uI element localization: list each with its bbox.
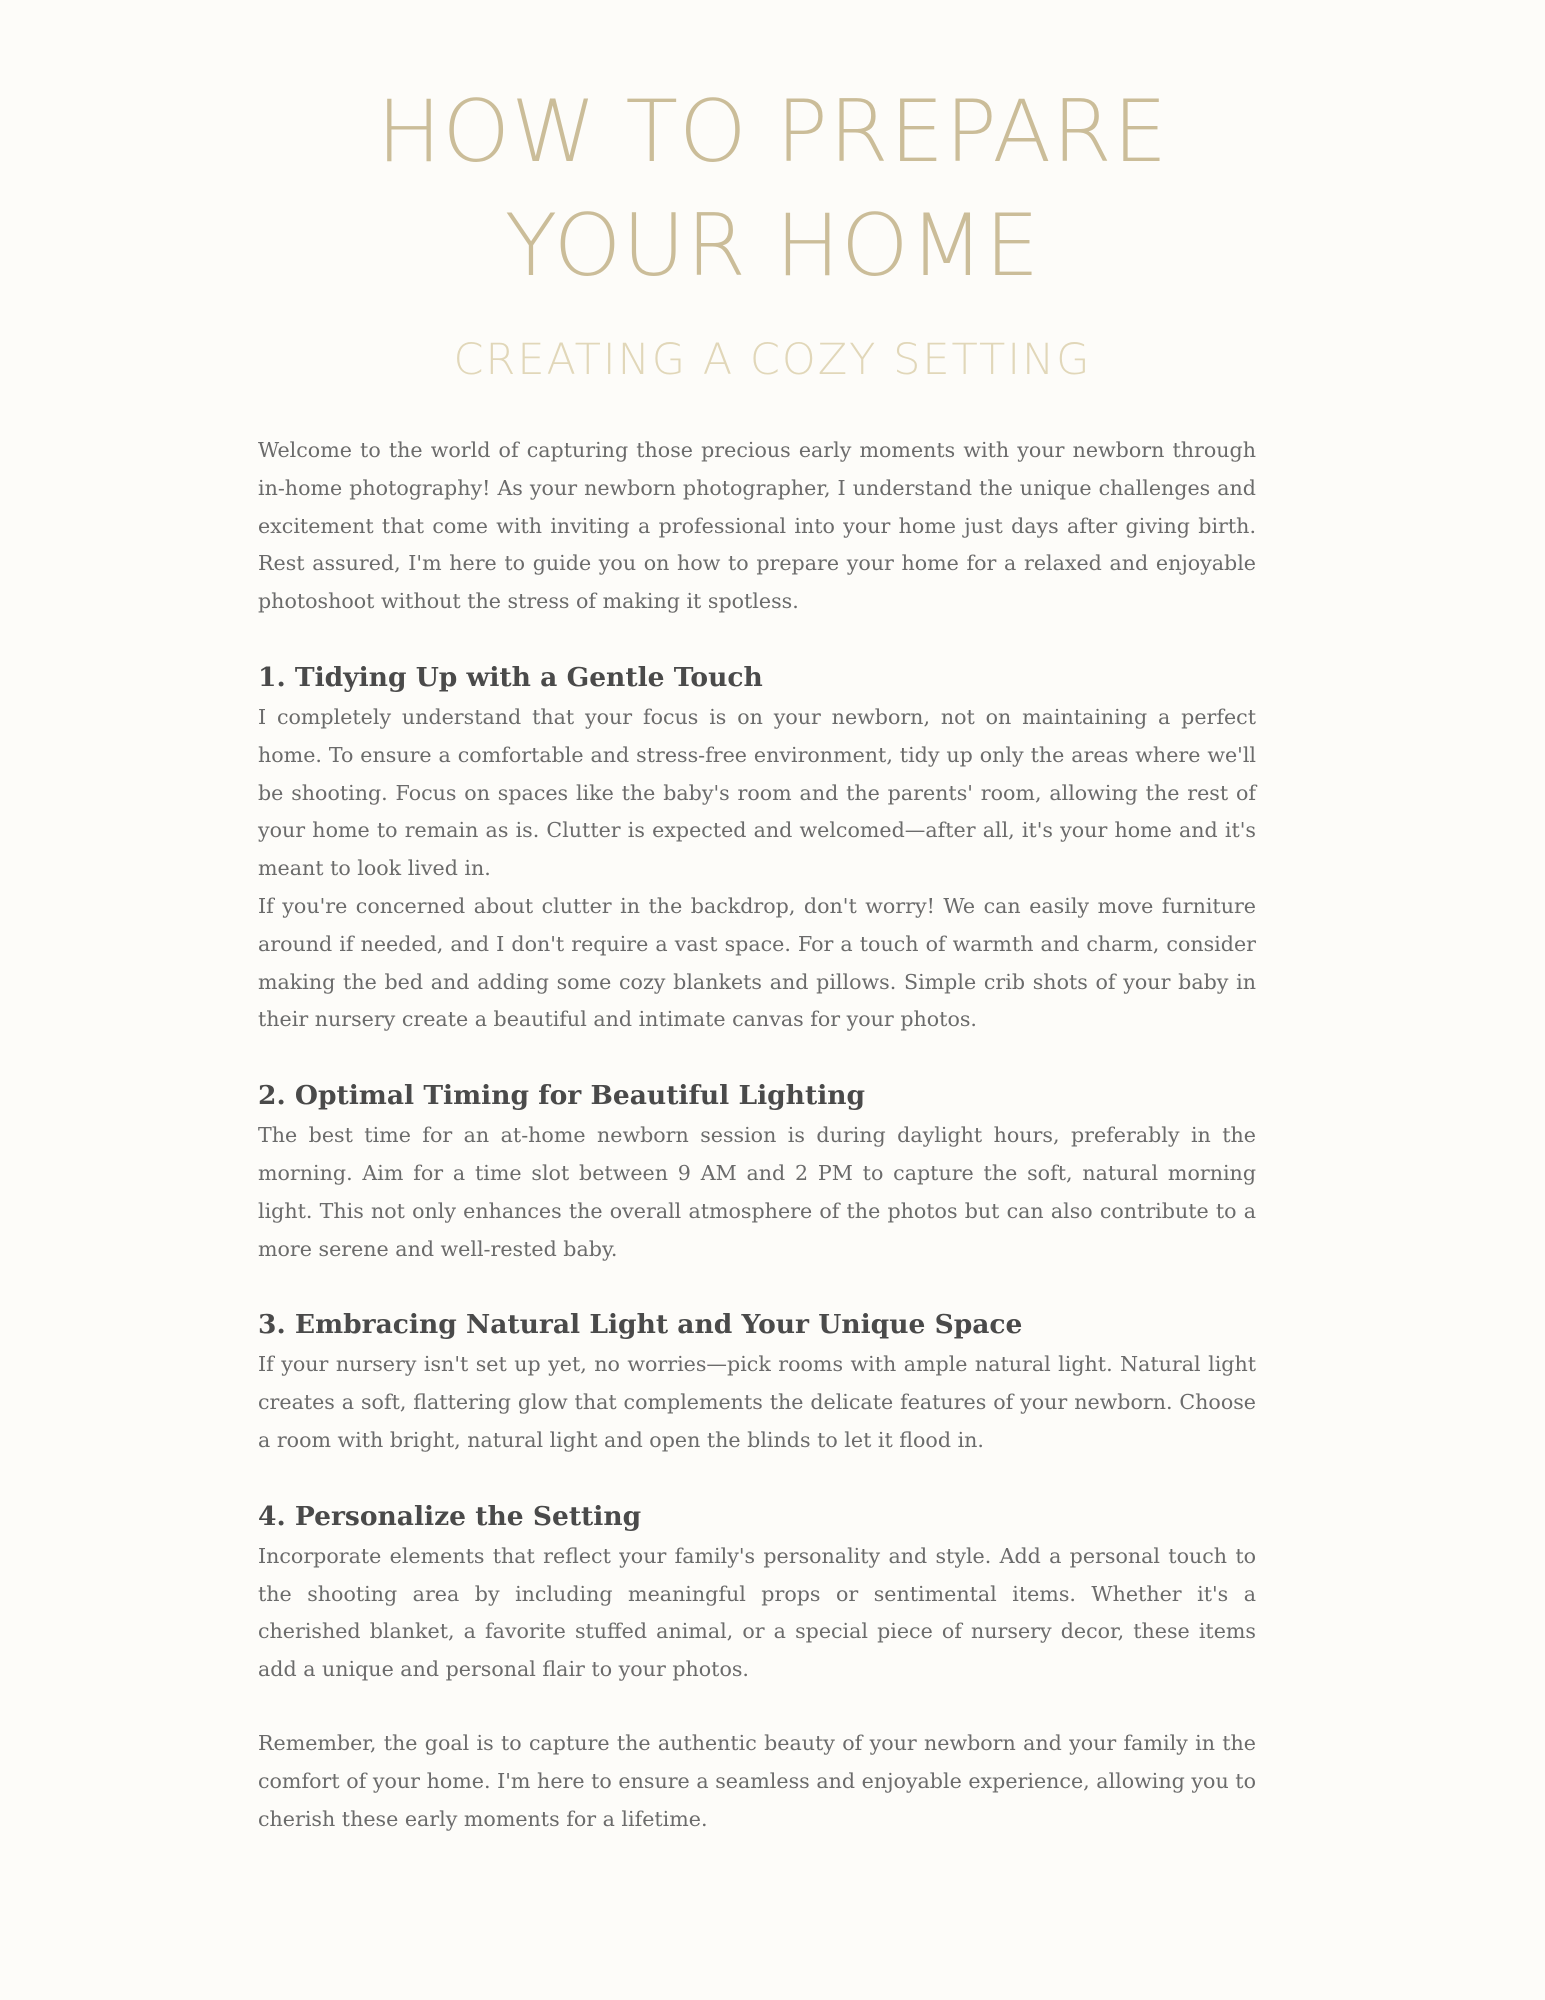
section-spacer (258, 621, 1256, 657)
intro-paragraph: Welcome to the world of capturing those precious early moments with your newborn through in-home photography! As your newborn photographer, I understand the unique challenges and excitement that come with inviting a professional into your home just days after giving birth. Rest assured, I'm here to guide you on how to prepare your home for a relaxed and enjoyable photoshoot without the stress of making it spotless. (258, 438, 1256, 614)
section-spacer (258, 1689, 1256, 1725)
closing-paragraph: Remember, the goal is to capture the authentic beauty of your newborn and your family in the comfort of your home. I'm here to ensure a seamless and enjoyable experience, allowing you to cherish these early moments for a lifetime. (258, 1730, 1256, 1831)
section-spacer (258, 1039, 1256, 1075)
page-subtitle: CREATING A COZY SETTING (453, 335, 1092, 385)
article-body (258, 432, 1256, 1838)
section-spacer (258, 1460, 1256, 1496)
section-paragraph: The best time for an at-home newborn session is during daylight hours, preferably in the morning. Aim for a time slot between 9 AM and 2 PM to capture the soft, natural morning light. This not only enhances the overall atmosphere of the photos but can also contribute to a more serene and well-rested baby. (258, 1123, 1256, 1261)
section-heading-natural-light: 3. Embracing Natural Light and Your Unique Space (258, 1309, 1023, 1341)
section-heading-tidying: 1. Tidying Up with a Gentle Touch (258, 661, 763, 693)
section-heading-timing: 2. Optimal Timing for Beautiful Lighting (258, 1080, 866, 1112)
section-paragraph: If your nursery isn't set up yet, no worries—pick rooms with ample natural light. Natural light creates a soft, flattering glow that complements the delicate features of your newborn. Choose a room with bright, natural light and open the blinds to let it flood in. (258, 1352, 1256, 1452)
section-spacer (258, 1268, 1256, 1304)
page-title-line-1: HOW TO PREPARE (376, 82, 1169, 182)
section-paragraph: I completely understand that your focus is on your newborn, not on maintaining a perfect home. To ensure a comfortable and stress-free environment, tidy up only the areas where we'll be shooting. Focus on spaces like the baby's room and the parents' room, allowing the rest of your home to remain as is. Clutter is expected and welcomed—after all, it's your home and it's meant to look lived in. (258, 704, 1256, 881)
page-title-line-2: YOUR HOME (504, 196, 1041, 296)
section-paragraph: Incorporate elements that reflect your family's personality and style. Add a personal touch to the shooting area by including meaningful props or sentimental items. Whether it's a cherished blanket, a favorite stuffed animal, or a special piece of nursery decor, these items add a unique and personal flair to your photos. (258, 1543, 1256, 1682)
section-paragraph: If you're concerned about clutter in the backdrop, don't worry! We can easily move furniture around if needed, and I don't require a vast space. For a touch of warmth and charm, consider making the bed and adding some cozy blankets and pillows. Simple crib shots of your baby in their nursery create a beautiful and intimate canvas for your photos. (258, 893, 1256, 1032)
section-heading-personalize: 4. Personalize the Setting (258, 1500, 642, 1532)
